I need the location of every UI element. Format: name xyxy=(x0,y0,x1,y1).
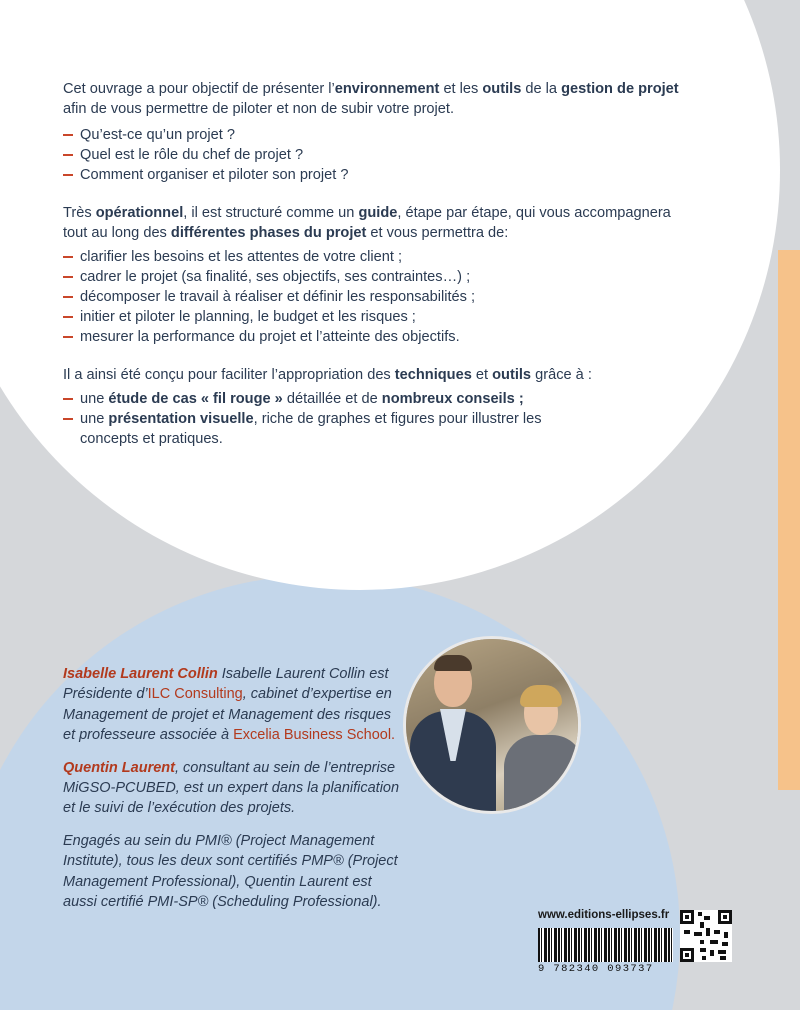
isbn-number: 9 782340 093737 xyxy=(538,963,654,975)
dash-bullet-icon xyxy=(63,398,73,400)
dash-bullet-icon xyxy=(63,256,73,258)
intro-paragraph: Cet ouvrage a pour objectif de présenter l’environnement et les outils de la gestion de projet afin de vous permettre de piloter et non de subir votre projet. xyxy=(63,81,679,117)
dash-bullet-icon xyxy=(63,296,73,298)
questions-list xyxy=(63,125,683,185)
book-description xyxy=(63,79,683,449)
list-item: Quel est le rôle du chef de projet ? xyxy=(63,145,683,165)
dash-bullet-icon xyxy=(63,336,73,338)
method-paragraph: Très opérationnel, il est structuré comme un guide, étape par étape, qui vous accompagnera tout au long des différentes phases du projet et vous permettra de: xyxy=(63,205,671,241)
publisher-website: www.editions-ellipses.fr xyxy=(538,909,670,921)
features-list xyxy=(63,389,543,449)
list-item: initier et piloter le planning, le budget et les risques ; xyxy=(63,307,683,327)
authors-photo xyxy=(403,636,581,814)
list-item: décomposer le travail à réaliser et définir les responsabilités ; xyxy=(63,287,683,307)
list-item: cadrer le projet (sa finalité, ses objectifs, ses contraintes…) ; xyxy=(63,267,683,287)
list-item: Comment organiser et piloter son projet ? xyxy=(63,165,683,185)
barcode xyxy=(538,928,673,962)
dash-bullet-icon xyxy=(63,134,73,136)
dash-bullet-icon xyxy=(63,276,73,278)
dash-bullet-icon xyxy=(63,174,73,176)
side-accent-strip xyxy=(778,250,800,790)
list-item: une étude de cas « fil rouge » détaillée et de nombreux conseils ; xyxy=(63,389,543,409)
author-bio-1: Isabelle Laurent Collin Isabelle Laurent Collin est Présidente d’ILC Consulting, cabinet d’expertise en Management de projet et Management des risques et professeure associée à Excelia Business School. xyxy=(63,666,396,744)
objectives-list xyxy=(63,247,683,347)
list-item: Qu’est-ce qu’un projet ? xyxy=(63,125,683,145)
tools-paragraph: Il a ainsi été conçu pour faciliter l’appropriation des techniques et outils grâce à : xyxy=(63,367,592,383)
author-bios xyxy=(63,664,403,924)
dash-bullet-icon xyxy=(63,418,73,420)
qr-code-icon xyxy=(680,910,732,962)
list-item: mesurer la performance du projet et l’atteinte des objectifs. xyxy=(63,327,683,347)
dash-bullet-icon xyxy=(63,154,73,156)
dash-bullet-icon xyxy=(63,316,73,318)
list-item: clarifier les besoins et les attentes de votre client ; xyxy=(63,247,683,267)
certifications: Engagés au sein du PMI® (Project Management Institute), tous les deux sont certifiés PMP® (Project Management Professional), Quentin Laurent est aussi certifié PMI-SP® (Scheduling Professional). xyxy=(63,832,398,911)
author-bio-2: Quentin Laurent, consultant au sein de l’entreprise MiGSO-PCUBED, est un expert dans la planification et le suivi de l’exécution des projets. xyxy=(63,759,400,817)
list-item: une présentation visuelle, riche de graphes et figures pour illustrer les concepts et pratiques. xyxy=(63,409,543,449)
